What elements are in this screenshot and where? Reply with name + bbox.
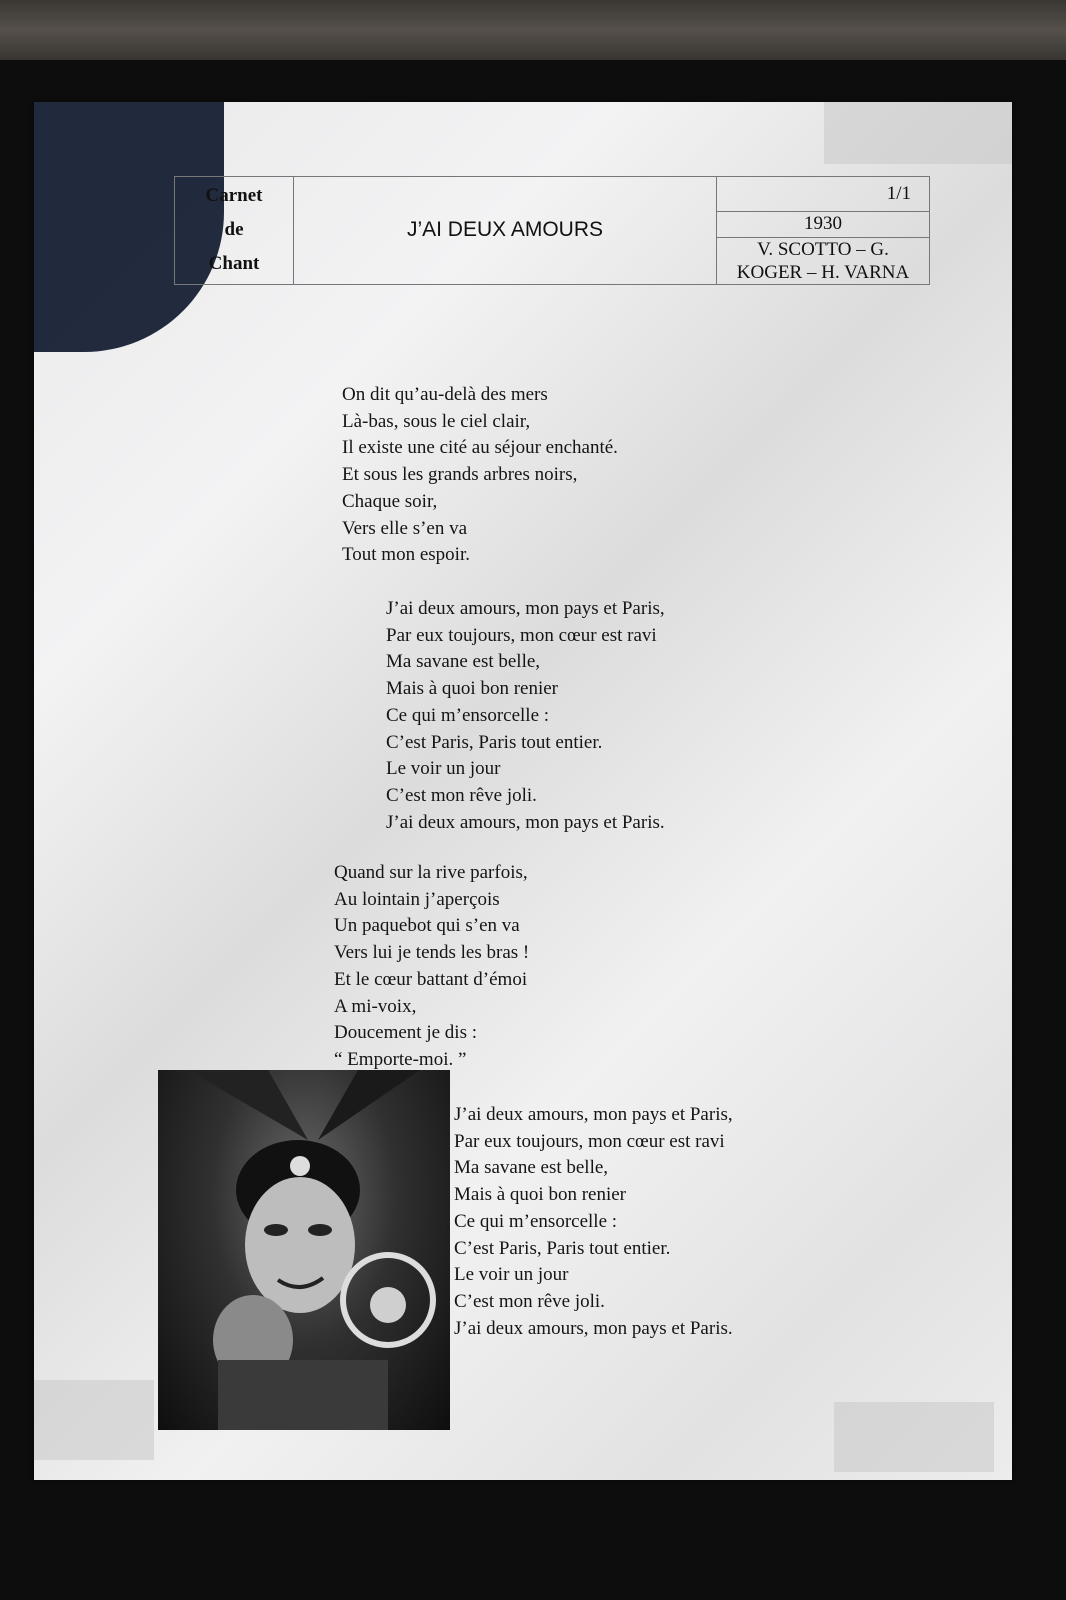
- tape-top-right: [824, 102, 1012, 164]
- song-authors: V. SCOTTO – G. KOGER – H. VARNA: [736, 238, 910, 283]
- song-title: J’AI DEUX AMOURS: [294, 177, 717, 285]
- verse-2: Quand sur la rive parfois, Au lointain j’aperçois Un paquebot qui s’en va Vers lui je tends les bras ! Et le cœur battant d’émoi A mi-voix, Doucement je dis : “ Emporte-moi. ”: [334, 862, 530, 1070]
- page-number: 1/1: [717, 177, 929, 211]
- chorus-1: J’ai deux amours, mon pays et Paris, Par eux toujours, mon cœur est ravi Ma savane est belle, Mais à quoi bon renier Ce qui m’ensorcelle : C’est Paris, Paris tout entier. Le voir un jour C’est mon rêve joli. J’ai deux amours, mon pays et Paris.: [386, 598, 665, 833]
- carnet-de-chant-label: Carnet de Chant: [175, 177, 294, 285]
- tape-bottom-right: [834, 1402, 994, 1472]
- verse-1: On dit qu’au-delà des mers Là-bas, sous le ciel clair, Il existe une cité au séjour enchanté. Et sous les grands arbres noirs, Chaque soir, Vers elle s’en va Tout mon espoir.: [342, 384, 618, 566]
- chorus-2: J’ai deux amours, mon pays et Paris, Par eux toujours, mon cœur est ravi Ma savane est belle, Mais à quoi bon renier Ce qui m’ensorcelle : C’est Paris, Paris tout entier. Le voir un jour C’est mon rêve joli. J’ai deux amours, mon pays et Paris.: [454, 1104, 733, 1339]
- tape-bottom-left: [34, 1380, 154, 1460]
- song-year: 1930: [717, 211, 929, 237]
- song-sheet: [34, 102, 1012, 1480]
- josephine-baker-photo: [158, 1070, 450, 1430]
- portrait-illustration: [158, 1070, 450, 1430]
- header-table: [174, 176, 930, 285]
- song-meta: [717, 177, 930, 285]
